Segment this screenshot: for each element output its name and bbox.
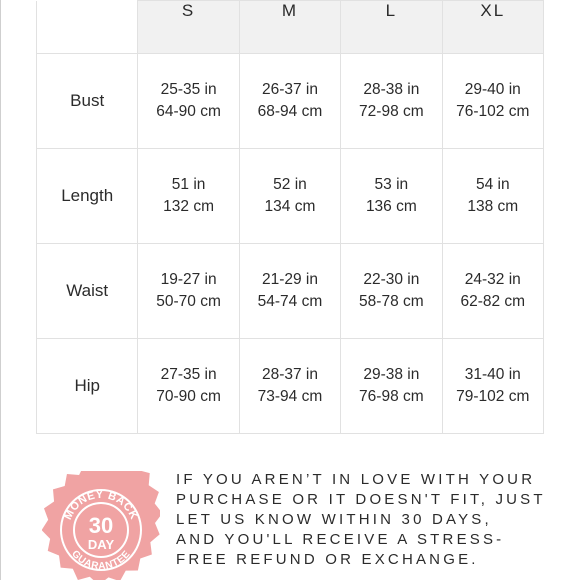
table-row-bust <box>37 54 544 149</box>
row-label-bust: Bust <box>37 54 138 149</box>
row-label-waist: Waist <box>37 244 138 339</box>
badge-number: 30 <box>88 513 114 538</box>
table-cell: 25-35 in 64-90 cm <box>138 54 239 149</box>
table-cell: 22-30 in 58-78 cm <box>341 244 442 339</box>
table-cell: 54 in 138 cm <box>442 149 543 244</box>
guarantee-line: PURCHASE OR IT DOESN'T FIT, JUST <box>176 491 546 508</box>
guarantee-message <box>176 470 566 570</box>
guarantee-line: AND YOU'LL RECEIVE A STRESS- <box>176 531 505 548</box>
table-cell: 29-38 in 76-98 cm <box>341 339 442 434</box>
table-row-length <box>37 149 544 244</box>
row-label-length: Length <box>37 149 138 244</box>
badge-bottom-text: GUARANTEE <box>69 548 133 573</box>
guarantee-line: FREE REFUND OR EXCHANGE. <box>176 551 479 568</box>
table-row-waist <box>37 244 544 339</box>
size-header-l: L <box>341 1 442 54</box>
badge-unit: DAY <box>87 537 115 552</box>
left-edge-divider <box>0 0 1 580</box>
badge-top-text: MONEY BACK <box>62 488 140 522</box>
table-cell: 27-35 in 70-90 cm <box>138 339 239 434</box>
table-cell: 53 in 136 cm <box>341 149 442 244</box>
table-cell: 52 in 134 cm <box>239 149 340 244</box>
table-cell: 19-27 in 50-70 cm <box>138 244 239 339</box>
size-chart-table <box>36 0 544 434</box>
size-header-m: M <box>239 1 340 54</box>
table-cell: 24-32 in 62-82 cm <box>442 244 543 339</box>
table-cell: 21-29 in 54-74 cm <box>239 244 340 339</box>
guarantee-line: LET US KNOW WITHIN 30 DAYS, <box>176 511 492 528</box>
table-cell: 51 in 132 cm <box>138 149 239 244</box>
table-cell: 26-37 in 68-94 cm <box>239 54 340 149</box>
table-cell: 29-40 in 76-102 cm <box>442 54 543 149</box>
table-cell: 31-40 in 79-102 cm <box>442 339 543 434</box>
table-row-hip <box>37 339 544 434</box>
row-label-hip: Hip <box>37 339 138 434</box>
size-header-s: S <box>138 1 239 54</box>
size-header-xl: XL <box>442 1 543 54</box>
table-cell: 28-38 in 72-98 cm <box>341 54 442 149</box>
table-corner-cell <box>37 1 138 54</box>
money-back-guarantee-badge <box>42 471 160 580</box>
size-header-row <box>37 1 544 54</box>
guarantee-line: IF YOU AREN’T IN LOVE WITH YOUR <box>176 471 536 488</box>
table-cell: 28-37 in 73-94 cm <box>239 339 340 434</box>
